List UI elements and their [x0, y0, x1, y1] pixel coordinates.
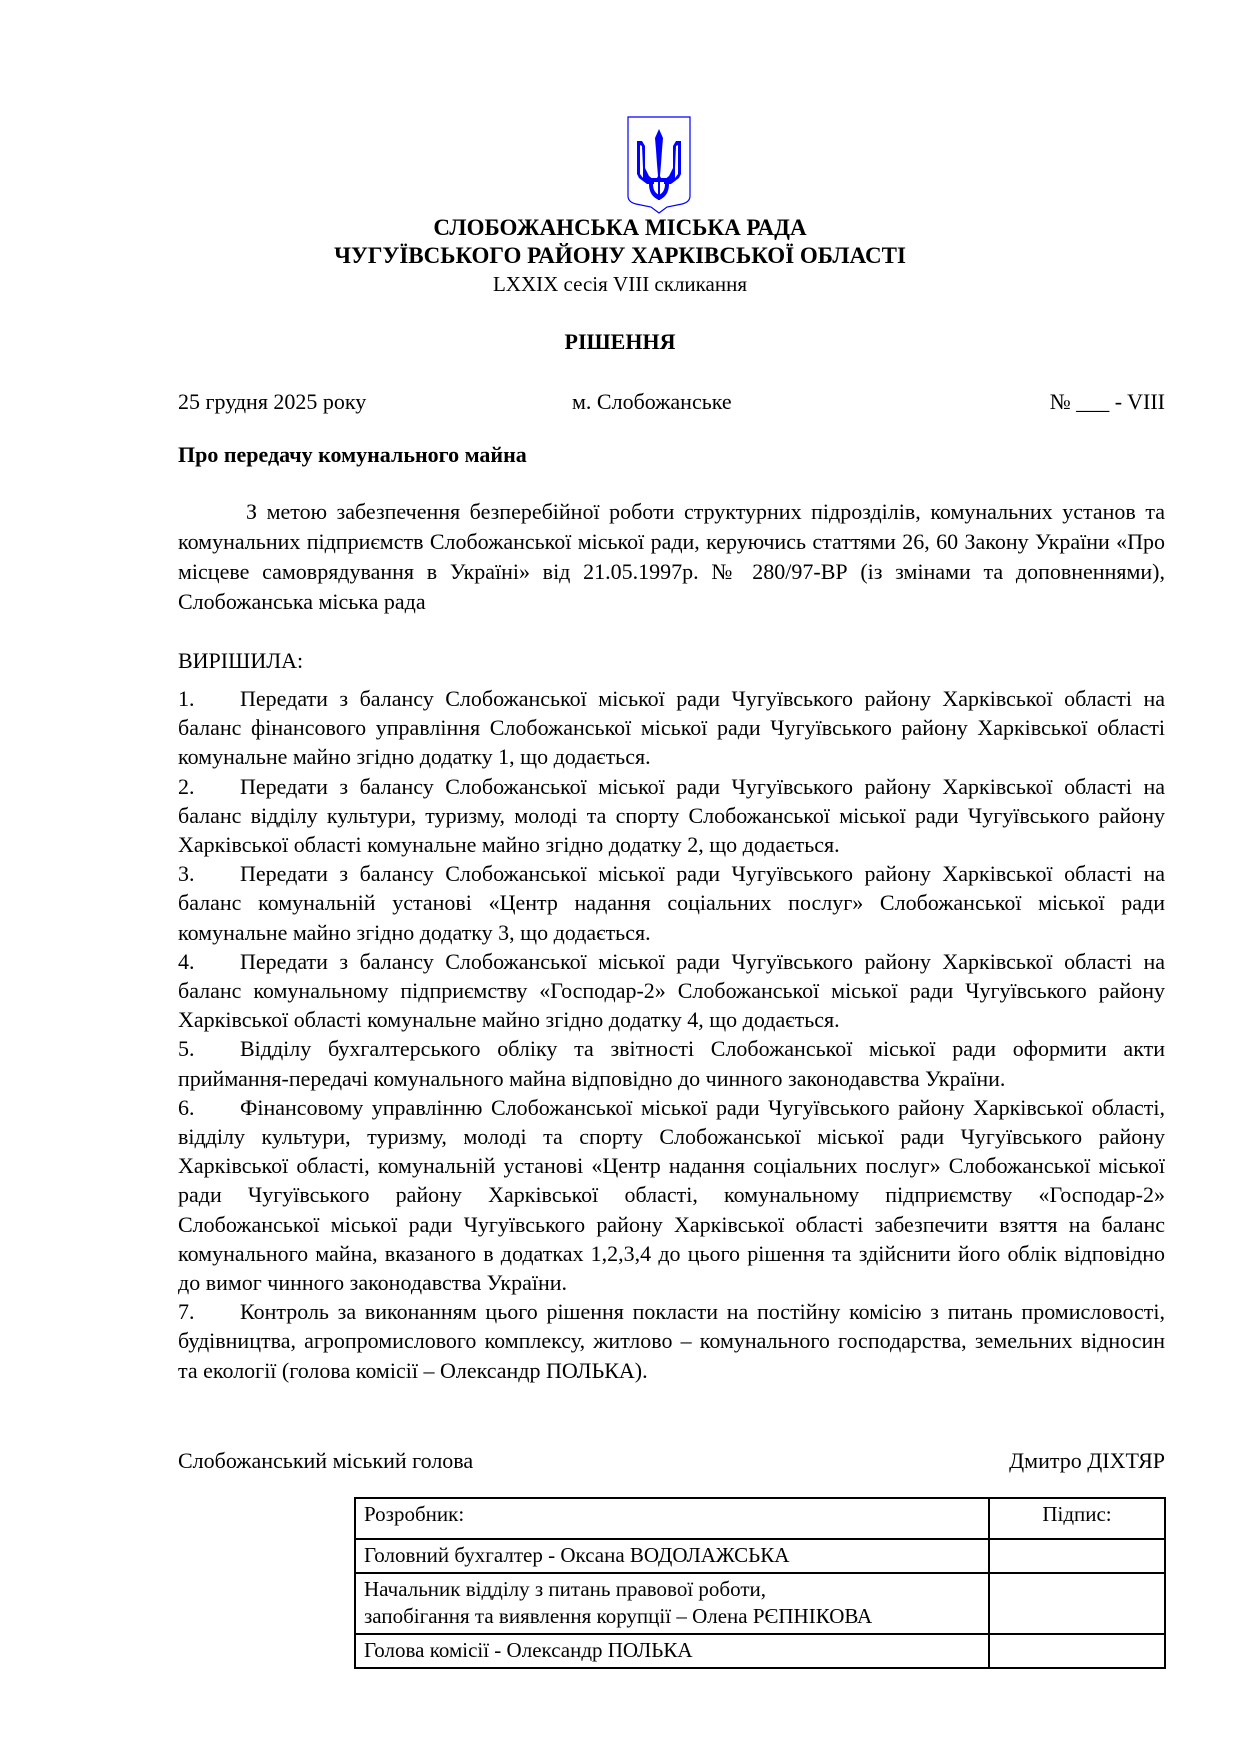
resolution-item	[178, 1093, 1165, 1297]
resolution-item	[178, 684, 1165, 772]
item-text: Передати з балансу Слобожанської міської ради Чугуївського району Харківської області на баланс відділу культури, туризму, молоді та спорту Слобожанської міської ради Чугуївського району Харківської області комунальне майно згідно додатку 2, що додається.	[178, 773, 1165, 858]
table-row	[355, 1573, 1165, 1634]
item-number: 3.	[178, 861, 195, 887]
signature-cell	[989, 1539, 1165, 1573]
developer-header: Розробник:	[355, 1498, 989, 1539]
developer-line: Головний бухгалтер - Оксана ВОДОЛАЖСЬКА	[364, 1543, 790, 1567]
signatory-role: Слобожанський міський голова	[178, 1448, 474, 1473]
item-number: 5.	[178, 1036, 195, 1062]
document-title: Про передачу комунального майна	[178, 442, 527, 467]
item-text: Відділу бухгалтерського обліку та звітності Слобожанської міської ради оформити акти приймання-передачі комунального майна відповідно до чинного законодавства України.	[178, 1036, 1165, 1091]
resolution-item	[178, 1297, 1165, 1385]
item-number: 1.	[178, 686, 195, 711]
document-number: № ___ - VIII	[1049, 389, 1165, 414]
developers-table	[354, 1497, 1166, 1669]
signature-header: Підпис:	[989, 1498, 1165, 1539]
document-city: м. Слобожанське	[572, 389, 732, 414]
signatory-name: Дмитро ДІХТЯР	[1009, 1448, 1165, 1473]
resolution-items	[178, 684, 1165, 1385]
document-date: 25 грудня 2025 року	[178, 389, 367, 414]
developer-line: Начальник відділу з питань правової роботи,	[364, 1577, 766, 1601]
item-number: 7.	[178, 1299, 195, 1325]
signature-cell	[989, 1634, 1165, 1668]
district-name: ЧУГУЇВСЬКОГО РАЙОНУ ХАРКІВСЬКОЇ ОБЛАСТІ	[334, 243, 906, 268]
developer-cell	[355, 1539, 989, 1573]
signature-cell	[989, 1573, 1165, 1634]
item-number: 6.	[178, 1094, 195, 1120]
item-text: Передати з балансу Слобожанської міської ради Чугуївського району Харківської області на баланс комунальній установі «Центр надання соціальних послуг» Слобожанської міської ради комунальне майно згідно додатку 3, що додається.	[178, 861, 1165, 945]
session-info: LXXIX сесія VIII скликання	[492, 272, 748, 296]
resolution-item	[178, 859, 1165, 947]
table-header-row	[355, 1498, 1165, 1539]
resolution-item	[178, 772, 1165, 860]
document-type: РІШЕННЯ	[564, 329, 676, 354]
developer-cell	[355, 1634, 989, 1668]
developer-line: Голова комісії - Олександр ПОЛЬКА	[364, 1638, 693, 1662]
preamble-paragraph: З метою забезпечення безперебійної роботи структурних підрозділів, комунальних установ та комунальних підприємств Слобожанської міської ради, керуючись статтями 26, 60 Закону України «Про місцеве самоврядування в Україні» від 21.05.1997р. № 280/97-ВР (із змінами та доповненнями), Слобожанська міська рада	[178, 499, 1165, 614]
item-number: 2.	[178, 773, 195, 799]
council-name: СЛОБОЖАНСЬКА МІСЬКА РАДА	[433, 215, 807, 240]
item-text: Фінансовому управлінню Слобожанської міської ради Чугуївського району Харківської області, відділу культури, туризму, молоді та спорту Слобожанської міської ради Чугуївського району Харківської області, комунальній установі «Центр надання соціальних послуг» Слобожанської міської ради Чугуївського району Харківської області, комунальному підприємству «Господар-2» Слобожанської міської ради Чугуївського району Харківської області забезпечити взяття на баланс комунального майна, вказаного в додатках 1,2,3,4 до цього рішення та здійснити його облік відповідно до вимог чинного законодавства України.	[178, 1094, 1165, 1296]
item-number: 4.	[178, 948, 195, 974]
table-row	[355, 1539, 1165, 1573]
table-row	[355, 1634, 1165, 1668]
coat-of-arms-of-ukraine-icon	[627, 116, 691, 214]
developer-line: запобігання та виявлення корупції – Олена РЄПНІКОВА	[364, 1604, 873, 1628]
resolved-label: ВИРІШИЛА:	[178, 648, 304, 673]
item-text: Передати з балансу Слобожанської міської ради Чугуївського району Харківської області на баланс фінансового управління Слобожанської міської ради Чугуївського району Харківської області комунальне майно згідно додатку 1, що додається.	[178, 686, 1165, 770]
resolution-item	[178, 1034, 1165, 1092]
item-text: Передати з балансу Слобожанської міської ради Чугуївського району Харківської області на баланс комунальному підприємству «Господар-2» Слобожанської міської ради Чугуївського району Харківської області комунальне майно згідно додатку 4, що додається.	[178, 948, 1165, 1033]
item-text: Контроль за виконанням цього рішення покласти на постійну комісію з питань промисловості, будівництва, агропромислового комплексу, житлово – комунального господарства, земельних відносин та екології (голова комісії – Олександр ПОЛЬКА).	[178, 1299, 1165, 1383]
developer-cell	[355, 1573, 989, 1634]
resolution-item	[178, 947, 1165, 1035]
